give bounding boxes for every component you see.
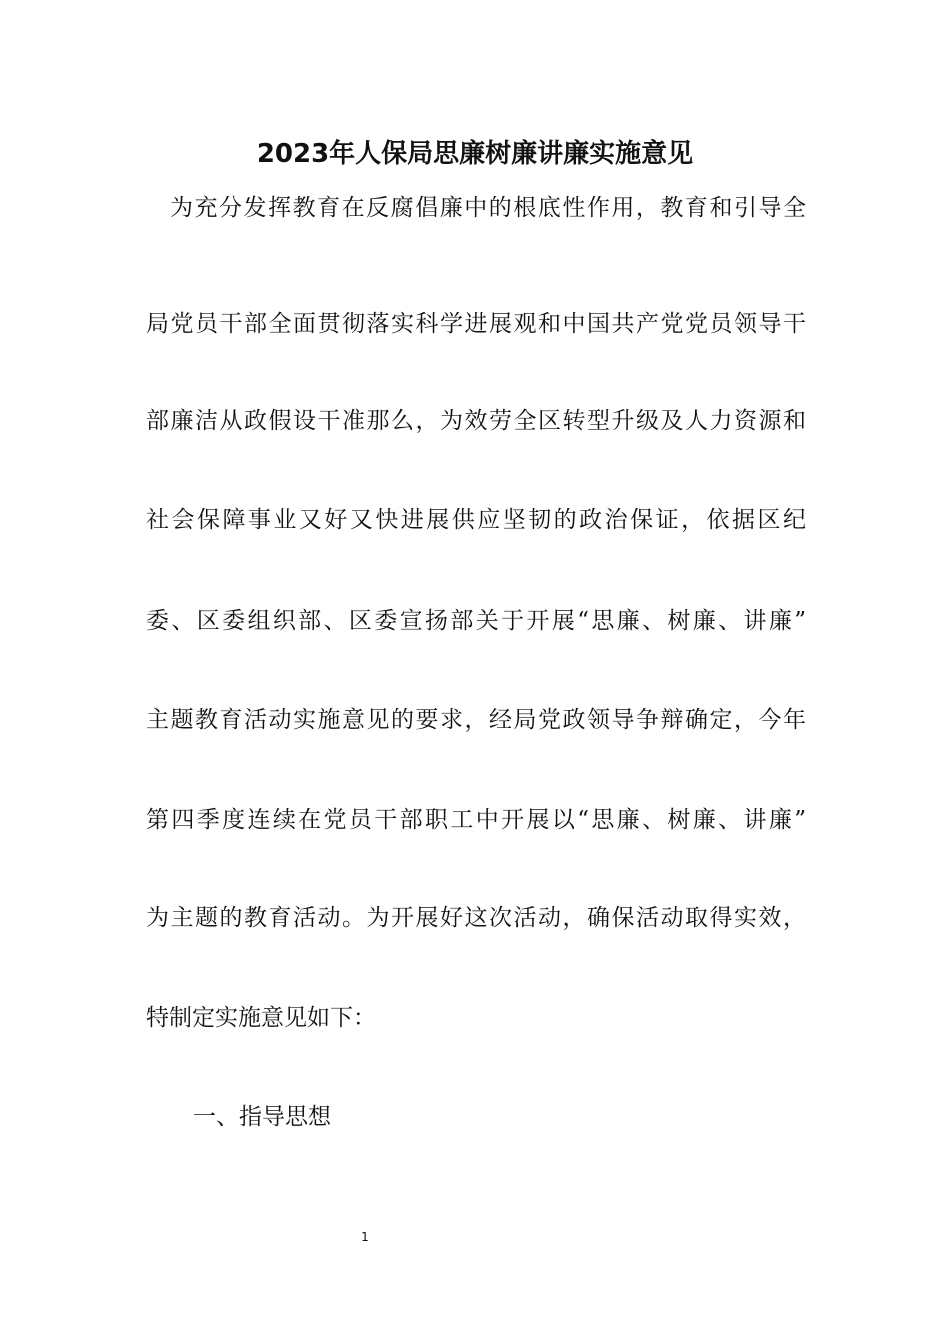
page-number: 1 — [361, 1230, 369, 1244]
paragraph-line: 委、区委组织部、区委宣扬部关于开展“思廉、树廉、讲廉” — [146, 608, 806, 634]
paragraph-line: 局党员干部全面贯彻落实科学进展观和中国共产党党员领导干 — [146, 311, 806, 337]
paragraph-line: 为主题的教育活动。为开展好这次活动，确保活动取得实效， — [146, 905, 806, 931]
document-title: 2023年人保局思廉树廉讲廉实施意见 — [256, 139, 694, 169]
section-heading: 一、指导思想 — [193, 1104, 331, 1130]
paragraph-line: 社会保障事业又好又快进展供应坚韧的政治保证，依据区纪 — [146, 507, 806, 533]
paragraph-line: 部廉洁从政假设干准那么，为效劳全区转型升级及人力资源和 — [146, 408, 806, 434]
paragraph-line: 特制定实施意见如下： — [146, 1005, 376, 1031]
paragraph-line: 主题教育活动实施意见的要求，经局党政领导争辩确定，今年 — [146, 707, 806, 733]
paragraph-line: 为充分发挥教育在反腐倡廉中的根底性作用，教育和引导全 — [170, 195, 806, 221]
paragraph-line: 第四季度连续在党员干部职工中开展以“思廉、树廉、讲廉” — [146, 807, 806, 833]
